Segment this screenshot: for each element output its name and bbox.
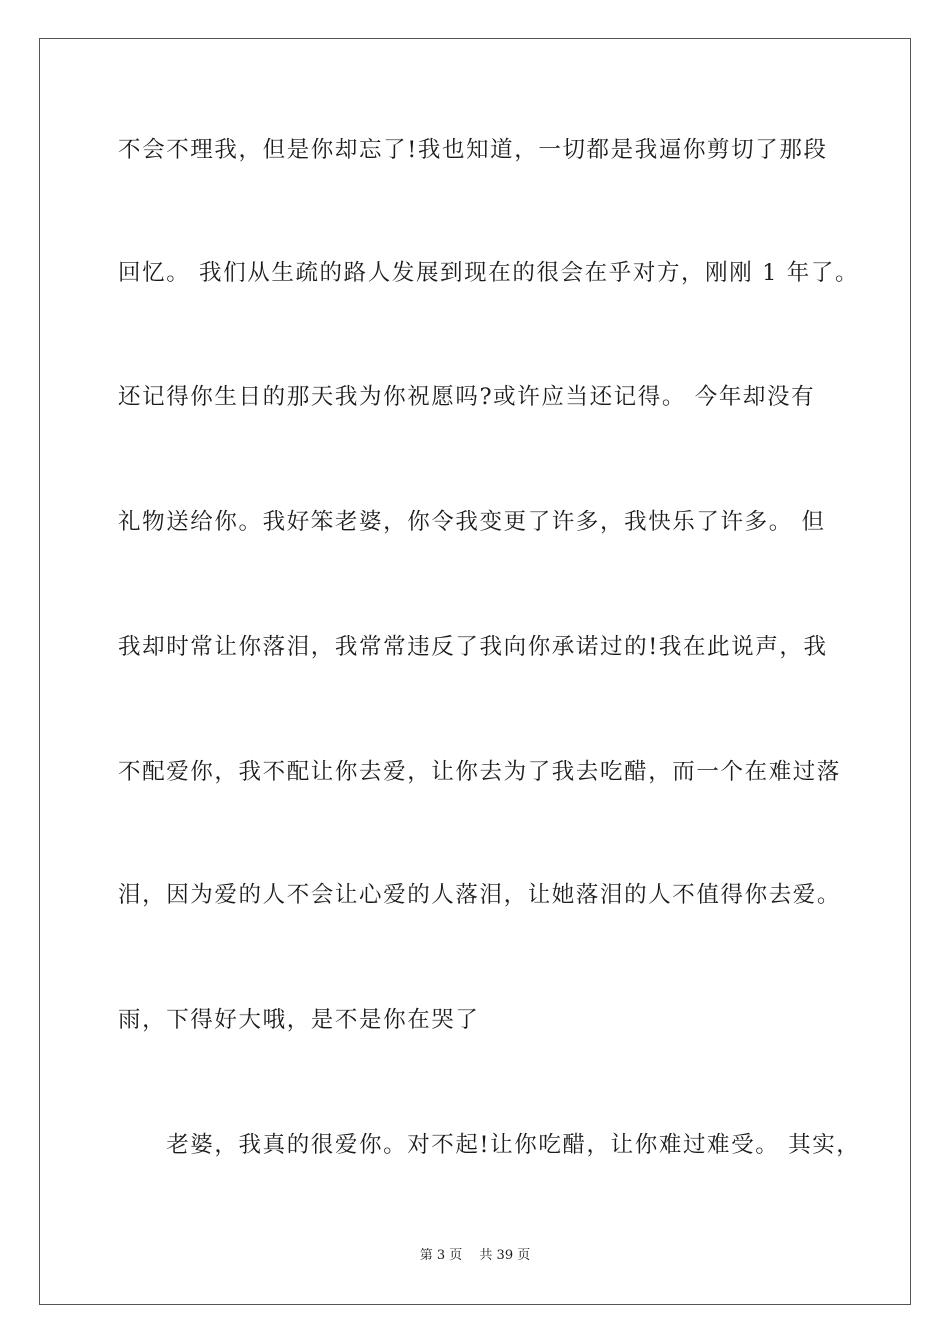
text-line-7: 泪，因为爱的人不会让心爱的人落泪，让她落泪的人不值得你去爱。 [118,882,842,908]
text-line-9: 老婆，我真的很爱你。对不起!让你吃醋，让你难过难受。 其实， [118,1132,861,1158]
text-line-5: 我却时常让你落泪，我常常违反了我向你承诺过的!我在此说声，我 [118,634,828,660]
text-line-8: 雨，下得好大哦，是不是你在哭了 [118,1007,480,1033]
text-line-1: 不会不理我，但是你却忘了!我也知道，一切都是我逼你剪切了那段 [118,137,828,163]
text-line-6: 不配爱你，我不配让你去爱，让你去为了我去吃醋，而一个在难过落 [118,759,842,785]
text-line-3: 还记得你生日的那天我为你祝愿吗?或许应当还记得。 今年却没有 [118,384,816,410]
text-line-4: 礼物送给你。我好笨老婆，你令我变更了许多，我快乐了许多。 但 [118,509,826,535]
page-border [39,38,911,1305]
page-number-footer: 第 3 页 共 39 页 [419,1248,531,1263]
text-line-2: 回忆。 我们从生疏的路人发展到现在的很会在乎对方，刚刚 1 年了。 [118,260,860,286]
